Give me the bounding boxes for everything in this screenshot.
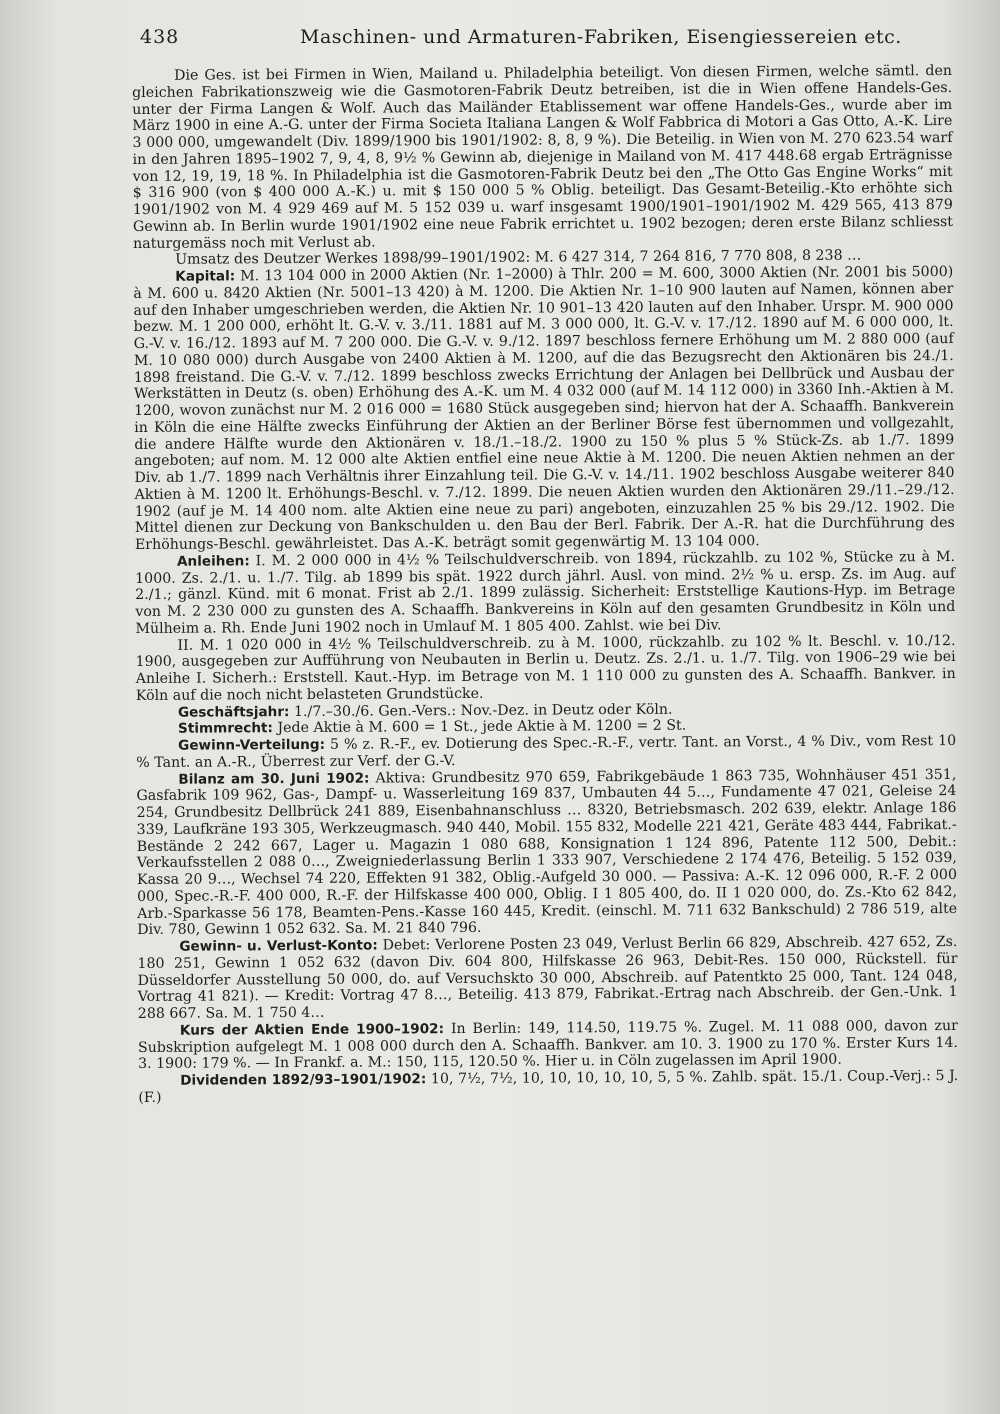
paragraph-text: Debet: Verlorene Posten 23 049, Verlust Berlin 66 829, Abschreib. 427 652, Zs. 180 251, Gewinn 1 052 632 (davon Div. 604 800, Hilfskasse 26 963, Debit-Res. 150 000, Rückstell. für Düsseldorfer Ausstellung 50 000, do. auf Versuchskto 30 000, Abschreib. auf Patentkto 25 000, Tant. 124 048, Vortrag 41 821). — Kredit: Vortrag 47 8…, Beteilig. 413 879, Fabrikat.-Ertrag nach Abschreib. der Gen.-Unk. 1 288 667. Sa. M. 1 750 4…: [137, 933, 958, 1022]
paragraph-text: M. 13 104 000 in 2000 Aktien (Nr. 1–2000) à Thlr. 200 = M. 600, 3000 Aktien (Nr. 2001 bis 5000) à M. 600 u. 8420 Aktien (Nr. 5001–13 420) à M. 1200. Die Aktien Nr. 1–10 900 lauten auf Namen, können aber auf den Inhaber umgeschrieben werden, die Aktien Nr. 10 901–13 420 lauten auf den Inhaber. Urspr. M. 900 000 bezw. M. 1 200 000, erhöht lt. G.-V. v. 3./11. 1881 auf M. 3 000 000, lt. G.-V. v. 17./12. 1890 auf M. 6 000 000, lt. G.-V. v. 16./12. 1893 auf M. 7 200 000. Die G.-V. v. 9./12. 1897 beschloss fernere Erhöhung um M. 2 880 000 (auf M. 10 080 000) durch Ausgabe von 2400 Aktien à M. 1200, auf die das Bezugsrecht den Aktionären bis 24./1. 1898 freistand. Die G.-V. v. 7./12. 1899 beschloss zwecks Errichtung der Anlagen bei Dellbrück und Ausbau der Werkstätten in Deutz (s. oben) Erhöhung des A.-K. um M. 4 032 000 (auf M. 14 112 000) in 3360 Inh.-Aktien à M. 1200, wovon zunächst nur M. 2 016 000 = 1680 Stück ausgegeben sind; hiervon hat der A. Schaaffh. Bankverein in Köln die eine Hälfte zwecks Einführung der Aktien an der Berliner Börse fest übernommen und vollgezahlt, die andere Hälfte wurde den Aktionären v. 18./1.–18./2. 1900 zu 150 % plus 5 % Stück-Zs. ab 1./7. 1899 angeboten; auf nom. M. 12 000 alte Aktien entfiel eine neue Aktie à M. 1200. Die neuen Aktien nehmen an der Div. ab 1./7. 1899 nach Verhältnis ihrer Einzahlung teil. Die G.-V. v. 14./11. 1902 beschloss Ausgabe weiterer 840 Aktien à M. 1200 lt. Erhöhungs-Beschl. v. 7./12. 1899. Die neuen Aktien wurden den Aktionären 29./11.–29./12. 1902 (auf je M. 14 400 nom. alte Aktien eine neue zu pari) angeboten, einzuzahlen 25 % bis 29./12. 1902. Die Mittel dienen zur Deckung von Bankschulden u. den Bau der Berl. Fabrik. Der A.-R. hat die Durchführung des Erhöhungs-Beschl. gewährleistet. Das A.-K. beträgt somit gegenwärtig M. 13 104 000.: [133, 263, 955, 553]
section-label: Stimmrecht:: [177, 720, 273, 737]
section-label: Kurs der Aktien Ende 1900–1902:: [179, 1020, 445, 1039]
paragraph-text: 10, 7½, 7½, 10, 10, 10, 10, 10, 5, 5 %. Zahlb. spät. 15./1. Coup.-Verj.: 5 J. (F.): [138, 1067, 959, 1106]
section-label: Geschäftsjahr:: [177, 703, 290, 721]
document-body: [132, 63, 958, 1106]
paragraph-loans-2: [135, 632, 955, 704]
paragraph-loans-1: [135, 549, 955, 638]
section-label: Gewinn-Verteilung:: [178, 736, 326, 754]
paragraph-text: In Berlin: 149, 114.50, 119.75 %. Zugel. M. 11 088 000, davon zur Subskription aufgelegt M. 1 008 000 durch den A. Schaaffh. Bankver. am 10. 3. 1900 zu 170 %. Erster Kurs 14. 3. 1900: 179 %. — In Frankf. a. M.: 150, 115, 120.50 %. Hier u. in Cöln zugelassen im April 1900.: [137, 1017, 959, 1073]
paragraph-text: Aktiva: Grundbesitz 970 659, Fabrikgebäude 1 863 735, Wohnhäuser 451 351, Gasfabrik 109 962, Gas-, Dampf- u. Wasserleitung 169 837, Umbauten 44 5…, Fundamente 47 021, Geleise 24 254, Grundbesitz Dellbrück 241 889, Eisenbahnanschluss … 8320, Betriebsmasch. 202 639, elektr. Anlage 186 339, Laufkräne 193 305, Werkzeugmasch. 940 440, Mobil. 155 832, Modelle 221 421, Geräte 483 444, Fabrikat.-Bestände 2 242 667, Lager u. Magazin 1 080 688, Konsignation 1 124 896, Patente 112 500, Debit.: Verkaufsstellen 2 088 0…, Zweigniederlassung Berlin 1 333 907, Verschiedene 2 174 476, Beteilig. 5 152 039, Kassa 20 9…, Wechsel 74 220, Effekten 91 382, Oblig.-Aufgeld 30 000. — Passiva: A.-K. 12 096 000, R.-F. 2 000 000, Spec.-R.-F. 400 000, R.-F. der Hilfskasse 400 000, Oblig. I 1 805 400, do. II 1 020 000, do. Zs.-Kto 62 842, Arb.-Sparkasse 56 178, Beamten-Pens.-Kasse 160 445, Kredit. (einschl. M. 711 632 Bankschuld) 2 786 519, alte Div. 780, Gewinn 1 052 632. Sa. M. 21 840 796.: [136, 766, 958, 939]
paragraph-text: 1./7.–30./6. Gen.-Vers.: Nov.-Dez. in Deutz oder Köln.: [293, 701, 673, 720]
paragraph-profit-loss: [137, 934, 957, 1023]
running-title: Maschinen- und Armaturen-Fabriken, Eisengiessereien etc.: [300, 26, 902, 48]
section-label: Anleihen:: [176, 553, 250, 570]
paragraph-holdings: [132, 63, 953, 252]
paragraph-text: I. M. 2 000 000 in 4½ % Teilschuldverschreib. von 1894, rückzahlb. zu 102 %, Stücke zu à M. 1000. Zs. 2./1. u. 1./7. Tilg. ab 1899 bis spät. 1922 durch jährl. Ausl. von mind. 2½ % u. ersp. Zs. im Aug. auf 2./1.; gänzl. Künd. mit 6 monat. Frist ab 2./1. 1899 zulässig. Sicherheit: Erststellige Kautions-Hyp. im Betrage von M. 2 230 000 zu gunsten des A. Schaaffh. Bankvereins in Köln auf den gesamten Grundbesitz in Köln und Mülheim a. Rh. Ende Juni 1902 noch in Umlauf M. 1 805 400. Zahlst. wie bei Div.: [135, 548, 956, 637]
section-label: Kapital:: [175, 268, 236, 285]
paragraph-capital: [133, 264, 955, 554]
section-label: Bilanz am 30. Juni 1902:: [178, 770, 370, 788]
paragraph-text: 5 % z. R.-F., ev. Dotierung des Spec.-R.-F., vertr. Tant. an Vorst., 4 % Div., vom Rest 10 % Tant. an A.-R., Überrest zur Verf. der G.-V.: [136, 732, 957, 771]
paragraph-balance: [136, 766, 957, 939]
paragraph-text: II. M. 1 020 000 in 4½ % Teilschuldverschreib. zu à M. 1000, rückzahlb. zu 102 % lt. Beschl. v. 10./12. 1900, ausgegeben zur Aufführung von Neubauten in Berlin u. Deutz. Zs. 2./1. u. 1./7. Tilg. von 1906–29 wie bei Anleihe I. Sicherh.: Erststell. Kaut.-Hyp. im Betrage von M. 1 110 000 zu gunsten des A. Schaaffh. Bankver. in Köln auf die noch nicht belasteten Grundstücke.: [135, 632, 956, 704]
section-label: Gewinn- u. Verlust-Konto:: [179, 937, 378, 955]
paragraph-share-price: [138, 1018, 958, 1073]
paragraph-dividends: [138, 1068, 958, 1107]
paragraph-profit-distribution: [136, 733, 956, 772]
page-number: 438: [140, 26, 180, 48]
paragraph-text: Umsatz des Deutzer Werkes 1898/99–1901/1902: M. 6 427 314, 7 264 816, 7 770 808, 8 238 …: [175, 247, 862, 268]
page-header: [140, 26, 940, 62]
paragraph-text: Die Ges. ist bei Firmen in Wien, Mailand u. Philadelphia beteiligt. Von diesen Firmen, welche sämtl. den gleichen Fabrikationszweig wie die Gasmotoren-Fabrik Deutz betreiben, ist die in Wien offene Handels-Ges. unter der Firma Langen & Wolf. Auch das Mailänder Etablissement war offene Handels-Ges., wurde aber im März 1900 in eine A.-G. unter der Firma Societa Italiana Langen & Wolf Fabbrica di Motori a Gas Otto, A.-K. Lire 3 000 000, umgewandelt (Div. 1899/1900 bis 1901/1902: 8, 8, 9 %). Die Beteilig. in Wien von M. 270 623.54 warf in den Jahren 1895–1902 7, 9, 4, 8, 9½ % Gewinn ab, diejenige in Mailand von M. 417 448.68 ergab Erträgnisse von 12, 19, 19, 18 %. In Philadelphia ist die Gasmotoren-Fabrik Deutz bei den „The Otto Gas Engine Works“ mit $ 316 900 (von $ 400 000 A.-K.) u. mit $ 150 000 5 % Oblig. beteiligt. Das Gesamt-Beteilig.-Kto erhöhte sich 1901/1902 von M. 4 929 469 auf M. 5 152 039 u. warf insgesamt 1900/1901–1901/1902 M. 429 565, 413 879 Gewinn ab. In Berlin wurde 1901/1902 eine neue Fabrik errichtet u. 1902 bezogen; deren erste Bilanz schliesst naturgemäss noch mit Verlust ab.: [132, 62, 954, 252]
section-label: Dividenden 1892/93–1901/1902:: [180, 1071, 427, 1089]
paragraph-text: Jede Aktie à M. 600 = 1 St., jede Aktie à M. 1200 = 2 St.: [277, 717, 687, 737]
